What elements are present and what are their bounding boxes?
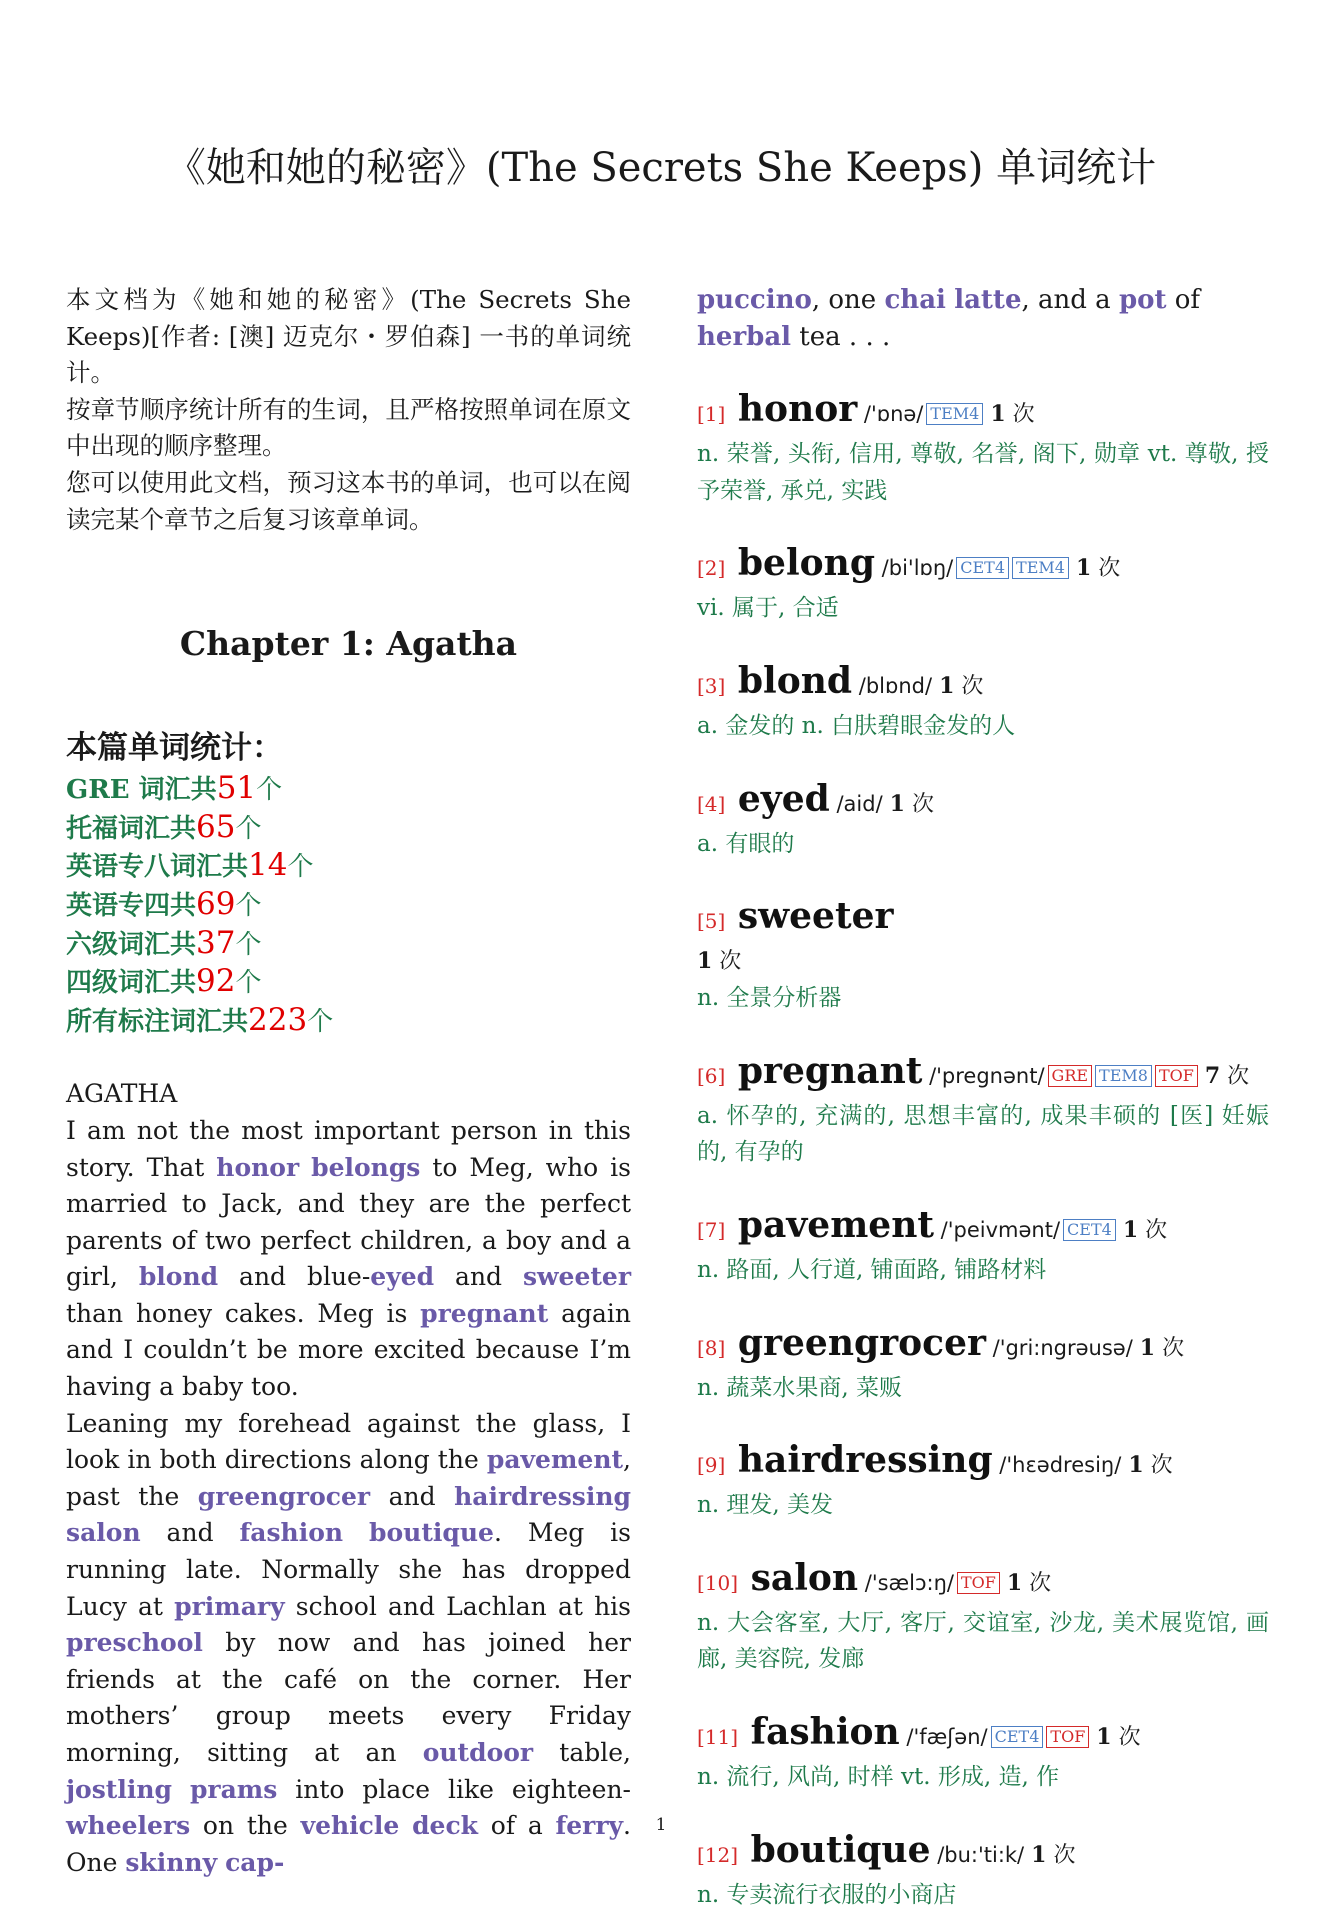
stat-count: 223	[248, 1002, 307, 1038]
stat-count: 65	[196, 809, 235, 845]
stat-unit: 个	[235, 891, 261, 921]
exam-tag: TEM4	[926, 403, 983, 425]
stat-unit: 个	[256, 775, 282, 805]
entry-definition: n. 荣誉, 头衔, 信用, 尊敬, 名誉, 阁下, 勋章 vt. 尊敬, 授予荣誉, 承兑, 实践	[697, 436, 1269, 509]
stat-label: 托福词汇共	[66, 814, 196, 844]
stats-heading: 本篇单词统计：	[66, 726, 631, 770]
entry-head	[697, 1440, 1269, 1487]
highlighted-word: blond	[139, 1262, 218, 1291]
highlighted-word: herbal	[697, 322, 791, 352]
intro-paragraph: 本文档为《她和她的秘密》(The Secrets She Keeps)[作者: [澳] 迈克尔・罗伯森] 一书的单词统计。	[66, 282, 631, 392]
stat-count: 69	[196, 886, 235, 922]
entry-head	[697, 1323, 1269, 1370]
count-number: 1	[1096, 1724, 1111, 1750]
entry-word: salon	[738, 1557, 858, 1599]
entry-definition: n. 蔬菜水果商, 菜贩	[697, 1370, 1269, 1407]
entry-word: blond	[725, 660, 852, 702]
entry-definition: n. 路面, 人行道, 铺面路, 铺路材料	[697, 1252, 1269, 1289]
stat-unit: 个	[235, 814, 261, 844]
stat-unit: 个	[287, 852, 313, 882]
entry-count: 1 次	[1000, 1571, 1051, 1596]
stat-count: 37	[196, 925, 235, 961]
stat-row	[66, 1002, 631, 1041]
entry-count-line: 1 次	[697, 943, 1269, 980]
vocab-entry	[697, 543, 1269, 627]
vocab-entry	[697, 1323, 1269, 1407]
exam-tag: CET4	[1063, 1219, 1116, 1241]
entry-word: honor	[725, 388, 857, 430]
count-number: 1	[697, 948, 712, 974]
entry-head	[697, 1712, 1269, 1759]
stat-label: 六级词汇共	[66, 930, 196, 960]
vocab-entry	[697, 1051, 1269, 1171]
entry-index: [11]	[697, 1725, 738, 1749]
entry-definition: n. 理发, 美发	[697, 1487, 1269, 1524]
exam-tag: TOF	[1046, 1726, 1089, 1748]
entry-phonetic: /'pregnənt/	[922, 1064, 1044, 1088]
entry-phonetic: /blɒnd/	[852, 674, 932, 698]
highlighted-word: sweeter	[523, 1262, 631, 1291]
highlighted-word: vehicle	[301, 1811, 400, 1840]
entry-head	[697, 1205, 1269, 1252]
story-text	[66, 1076, 631, 1881]
count-number: 1	[1076, 555, 1091, 581]
highlighted-word: fashion	[240, 1518, 344, 1547]
entry-phonetic: /bi'lɒŋ/	[875, 556, 953, 580]
entry-phonetic: /'peivmənt/	[934, 1218, 1060, 1242]
stat-count: 92	[196, 963, 235, 999]
count-number: 1	[1123, 1217, 1138, 1243]
story-paragraph: I am not the most important person in this story. That honor belongs to Meg, who is married to Jack, and they are the perfect parents of two perfect children, a boy and a girl, blond and blue-eyed and sweeter than honey cakes. Meg is pregnant again and I couldn’t be more excited because I’m having a baby too.	[66, 1113, 631, 1406]
exam-tag: TEM4	[1012, 557, 1069, 579]
entry-head	[697, 1830, 1269, 1877]
stat-unit: 个	[235, 930, 261, 960]
entry-head	[697, 1051, 1269, 1098]
entry-phonetic: /'fæʃən/	[900, 1725, 988, 1749]
highlighted-word: puccino	[697, 285, 812, 315]
entry-definition: a. 金发的 n. 白肤碧眼金发的人	[697, 708, 1269, 745]
vocab-entry	[697, 1205, 1269, 1289]
stat-row	[66, 886, 631, 925]
story-continuation: puccino, one chai latte, and a pot of herbal tea . . .	[697, 282, 1269, 355]
highlighted-word: boutique	[369, 1518, 494, 1547]
entry-word: hairdressing	[725, 1439, 992, 1481]
exam-tag: CET4	[991, 1726, 1044, 1748]
count-number: 7	[1205, 1063, 1220, 1089]
stat-label: 英语专八词汇共	[66, 852, 248, 882]
highlighted-word: prams	[190, 1775, 277, 1804]
count-number: 1	[939, 673, 954, 699]
intro-paragraph: 按章节顺序统计所有的生词，且严格按照单词在原文中出现的顺序整理。	[66, 392, 631, 465]
entry-count: 1 次	[1024, 1843, 1075, 1868]
entry-phonetic: /'ɒnə/	[857, 402, 923, 426]
right-column	[697, 282, 1269, 1913]
stats-list	[66, 770, 631, 1040]
highlighted-word: jostling	[66, 1775, 172, 1804]
entry-definition: vi. 属于, 合适	[697, 590, 1269, 627]
highlighted-word: cap-	[225, 1848, 284, 1877]
entry-index: [10]	[697, 1571, 738, 1595]
stat-label: 所有标注词汇共	[66, 1007, 248, 1037]
highlighted-word: pavement	[487, 1445, 623, 1474]
entry-index: [5]	[697, 909, 725, 933]
exam-tag: TOF	[957, 1572, 1000, 1594]
left-column	[66, 282, 631, 1881]
highlighted-word: pregnant	[420, 1299, 548, 1328]
stat-label: GRE 词汇共	[66, 775, 217, 805]
story-heading: AGATHA	[66, 1076, 631, 1113]
entry-word: boutique	[738, 1829, 930, 1871]
highlighted-word: pot	[1119, 285, 1167, 315]
highlighted-word: ferry	[556, 1811, 624, 1840]
entry-phonetic: /bu:'ti:k/	[931, 1843, 1025, 1867]
entry-count: 1 次	[1069, 556, 1120, 581]
entry-head	[697, 779, 1269, 826]
entry-index: [8]	[697, 1336, 725, 1360]
vocab-entry	[697, 661, 1269, 745]
highlighted-word: skinny	[125, 1848, 217, 1877]
count-number: 1	[1031, 1842, 1046, 1868]
highlighted-word: salon	[66, 1518, 141, 1547]
vocabulary-list	[697, 389, 1269, 1913]
entry-word: eyed	[725, 778, 829, 820]
entry-count: 1 次	[932, 674, 983, 699]
count-number: 1	[1128, 1452, 1143, 1478]
entry-index: [2]	[697, 556, 725, 580]
entry-definition: n. 全景分析器	[697, 980, 1269, 1017]
entry-word: greengrocer	[725, 1322, 986, 1364]
stat-row	[66, 963, 631, 1002]
entry-head	[697, 661, 1269, 708]
entry-phonetic: /aid/	[830, 792, 883, 816]
entry-count: 1 次	[1116, 1218, 1167, 1243]
vocab-entry	[697, 1440, 1269, 1524]
vocab-entry	[697, 1558, 1269, 1678]
highlighted-word: preschool	[66, 1628, 203, 1657]
stat-row	[66, 770, 631, 809]
highlighted-word: belongs	[311, 1153, 420, 1182]
entry-count: 1 次	[1121, 1453, 1172, 1478]
entry-index: [4]	[697, 792, 725, 816]
entry-word: fashion	[738, 1711, 900, 1753]
vocab-entry	[697, 389, 1269, 509]
highlighted-word: greengrocer	[198, 1482, 370, 1511]
exam-tag: TEM8	[1095, 1065, 1152, 1087]
highlighted-word: outdoor	[423, 1738, 533, 1767]
entry-index: [3]	[697, 674, 725, 698]
count-number: 1	[990, 401, 1005, 427]
intro-paragraph: 您可以使用此文档，预习这本书的单词，也可以在阅读完某个章节之后复习该章单词。	[66, 465, 631, 538]
exam-tag: TOF	[1155, 1065, 1198, 1087]
count-number: 1	[1007, 1570, 1022, 1596]
entry-index: [6]	[697, 1064, 725, 1088]
entry-count: 1 次	[1089, 1725, 1140, 1750]
highlighted-word: latte	[954, 285, 1021, 315]
highlighted-word: eyed	[370, 1262, 434, 1291]
entry-word: pregnant	[725, 1050, 922, 1092]
entry-phonetic: /'gri:ngrəusə/	[986, 1336, 1133, 1360]
highlighted-word: primary	[174, 1592, 285, 1621]
entry-head	[697, 543, 1269, 590]
entry-count: 7 次	[1198, 1064, 1249, 1089]
count-number: 1	[890, 791, 905, 817]
entry-count: 1 次	[883, 792, 934, 817]
entry-phonetic: /'sælɔ:ŋ/	[858, 1571, 954, 1595]
entry-head	[697, 896, 1269, 943]
highlighted-word: deck	[412, 1811, 478, 1840]
stat-unit: 个	[235, 968, 261, 998]
stat-count: 14	[248, 847, 287, 883]
chapter-title: Chapter 1: Agatha	[66, 622, 631, 666]
entry-word: sweeter	[725, 895, 893, 937]
document-title: 《她和她的秘密》(The Secrets She Keeps) 单词统计	[0, 140, 1322, 196]
entry-index: [1]	[697, 402, 725, 426]
entry-index: [9]	[697, 1453, 725, 1477]
entry-index: [12]	[697, 1843, 738, 1867]
entry-definition: a. 有眼的	[697, 826, 1269, 863]
entry-head	[697, 389, 1269, 436]
stat-row	[66, 925, 631, 964]
vocab-entry	[697, 779, 1269, 863]
count-number: 1	[1140, 1335, 1155, 1361]
highlighted-word: chai	[884, 285, 945, 315]
stat-count: 51	[217, 770, 256, 806]
exam-tag: GRE	[1048, 1065, 1093, 1087]
vocab-entry	[697, 1712, 1269, 1796]
entry-definition: a. 怀孕的, 充满的, 思想丰富的, 成果丰硕的 [医] 妊娠的, 有孕的	[697, 1098, 1269, 1171]
highlighted-word: wheelers	[66, 1811, 190, 1840]
entry-definition: n. 专卖流行衣服的小商店	[697, 1877, 1269, 1913]
entry-definition: n. 大会客室, 大厅, 客厅, 交谊室, 沙龙, 美术展览馆, 画廊, 美容院, 发廊	[697, 1605, 1269, 1678]
highlighted-word: hairdressing	[454, 1482, 631, 1511]
highlighted-word: honor	[216, 1153, 299, 1182]
vocab-entry	[697, 896, 1269, 1017]
story-paragraph: Leaning my forehead against the glass, I look in both directions along the pavement, past the greengrocer and hairdressing salon and fashion boutique. Meg is running late. Normally she has dropped Lucy at primary school and Lachlan at his preschool by now and has joined her friends at the café on the corner. Her mothers’ group meets every Friday morning, sitting at an outdoor table, jostling prams into place like eighteen-wheelers on the vehicle deck of a ferry. One skinny cap-	[66, 1406, 631, 1882]
exam-tag: CET4	[956, 557, 1009, 579]
intro	[66, 282, 631, 538]
entry-count: 1 次	[983, 402, 1034, 427]
stat-label: 四级词汇共	[66, 968, 196, 998]
entry-definition: n. 流行, 风尚, 时样 vt. 形成, 造, 作	[697, 1759, 1269, 1796]
entry-index: [7]	[697, 1218, 725, 1242]
entry-phonetic: /'hɛədresiŋ/	[993, 1453, 1122, 1477]
entry-word: belong	[725, 542, 875, 584]
entry-head	[697, 1558, 1269, 1605]
entry-word: pavement	[725, 1204, 934, 1246]
stat-unit: 个	[307, 1007, 333, 1037]
entry-count: 1 次	[1133, 1336, 1184, 1361]
stat-row	[66, 847, 631, 886]
stat-label: 英语专四共	[66, 891, 196, 921]
stat-row	[66, 809, 631, 848]
vocab-entry	[697, 1830, 1269, 1913]
page-number: 1	[0, 1815, 1322, 1835]
